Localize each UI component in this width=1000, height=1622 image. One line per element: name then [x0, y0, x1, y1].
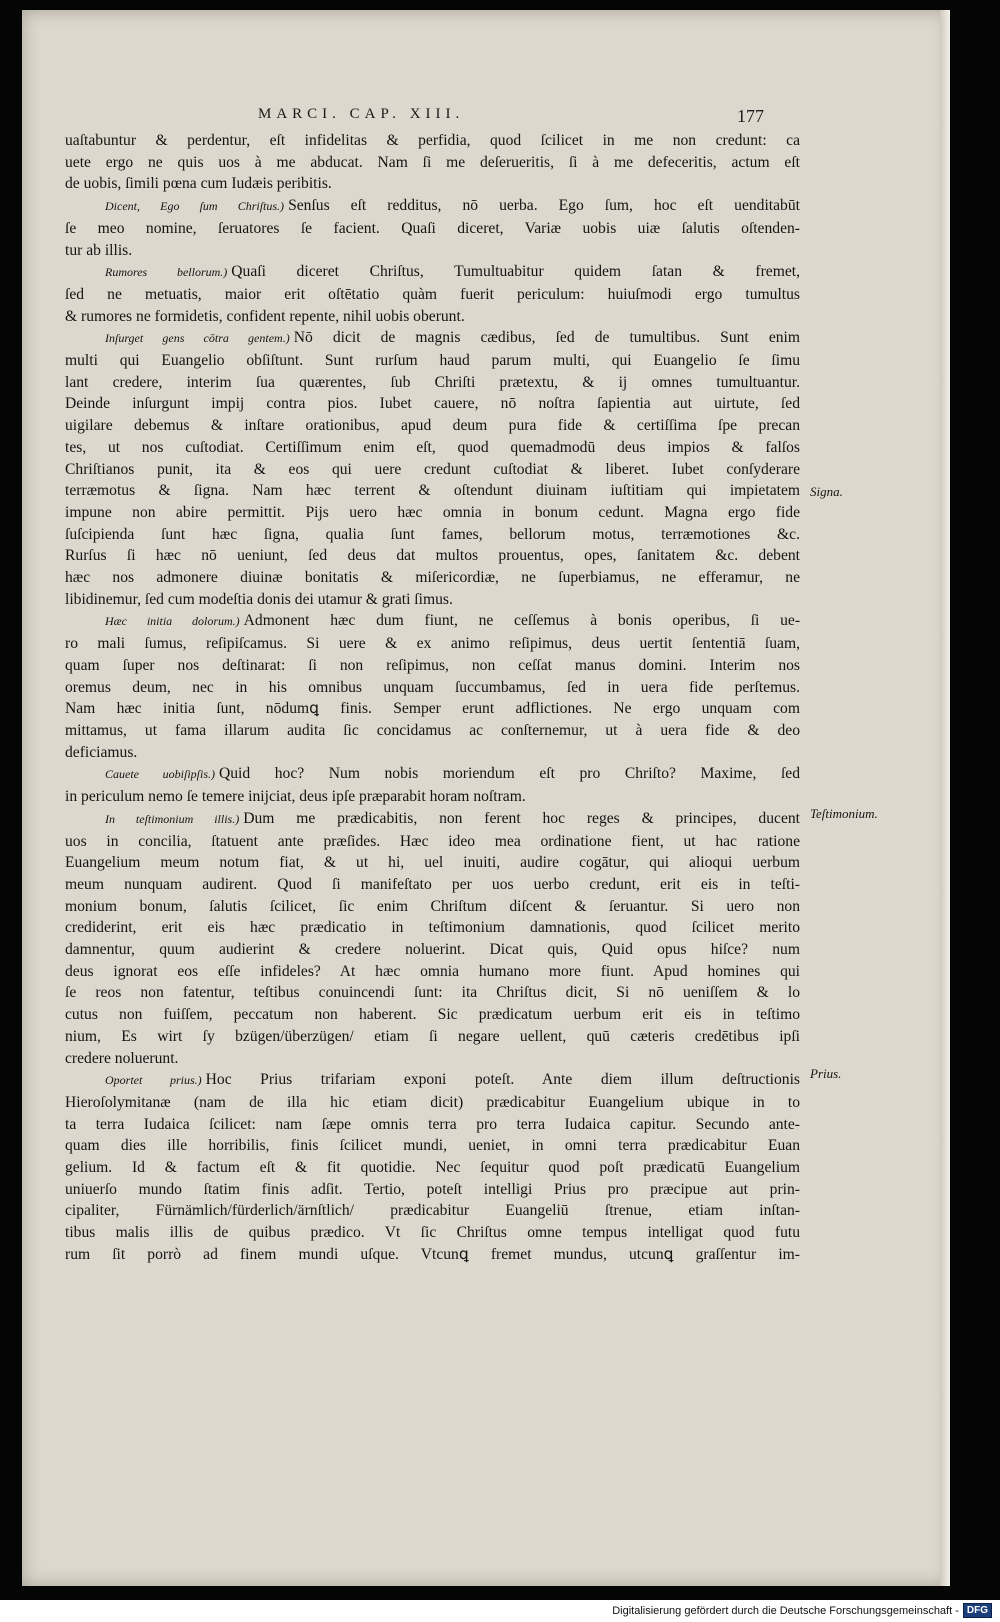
line-text: Euangelium meum notum fiat, & ut hi, uel inuiti, audire cogātur, qui alioqui uerbum — [65, 854, 800, 872]
margin-note-signa: Signa. — [810, 484, 843, 499]
line-text: nium, Es wirt ſy bzügen/überzügen/ etiam ſi negare uellent, quū cæteris credētibus ipſi — [65, 1027, 800, 1045]
line-text: damnentur, quum audierint & credere noluerint. Dicat quis, Quid opus hiſce? num — [65, 941, 800, 959]
text-line — [65, 372, 800, 394]
line-text: uigilare debemus & inſtare orationibus, apud deum pura fide & certiſſima ſpe precan — [65, 417, 800, 435]
text-line — [65, 1222, 800, 1244]
line-text: deus ignorat eos eſſe infideles? At hæc omnia humano more fiunt. Apud homines qui — [65, 962, 800, 980]
line-text: cutus non fuiſſem, peccatum non haberent. Sic prædicatum uerbum erit eis in teſtimo — [65, 1006, 800, 1024]
line-text: terræmotus & ſigna. Nam hæc terrent & oſtendunt diuinam iuſtitiam qui impietatem — [65, 482, 800, 500]
line-text: uos in concilia, ſtatuent ante præſides. Hæc ideo mea ordinatione fient, ut hac ratione — [65, 832, 800, 850]
line-text: ſe meo nomine, ſeruatores ſe facient. Quaſi diceret, Variæ uobis uiæ ſalutis oſtenden- — [65, 219, 800, 237]
line-text: tur ab illis. — [65, 241, 133, 259]
text-line — [65, 1026, 800, 1048]
text-line — [65, 896, 800, 918]
line-text: de uobis, ſimili pœna cum Iudæis peribitis. — [65, 175, 332, 193]
running-head: MARCI. CAP. XIII. — [258, 106, 465, 122]
line-text: mittamus, ut fama illarum audita ſic concidamus ac conſternemur, ut à uera fide & deo — [65, 721, 800, 739]
line-text: in periculum nemo ſe temere inijciat, deus ipſe præparabit horam noſtram. — [65, 788, 526, 806]
margin-note-testimonium: Teſtimonium. — [810, 806, 878, 821]
text-line — [65, 480, 800, 502]
dfg-logo: DFG — [963, 1603, 992, 1618]
text-line — [65, 130, 800, 152]
line-text: oremus deum, nec in his omnibus unquam ſuccumbamus, ſed in uera fide perſtemus. — [65, 678, 800, 696]
text-line — [65, 742, 800, 764]
text-line — [65, 610, 800, 633]
text-line — [65, 720, 800, 742]
text-line — [65, 545, 800, 567]
text-line — [65, 917, 800, 939]
line-text: quam ſuper nos deſtinarat: ſi non reſipimus, non ceſſat manus domini. Interim nos — [65, 656, 800, 674]
text-line — [65, 831, 800, 853]
text-line — [65, 698, 800, 720]
text-line — [65, 939, 800, 961]
text-line — [65, 306, 800, 328]
book-page — [22, 10, 950, 1586]
lemma: Hæc initia dolorum.) — [105, 614, 240, 629]
line-text: Hieroſolymitanæ (nam de illa hic etiam dicit) prædicabitur Euangelium ubique in to — [65, 1093, 800, 1111]
text-line — [65, 655, 800, 677]
line-text: monium bonum, ſalutis ſcilicet, ſic enim Chriſtum diſcent & ſeruantur. Si uero non — [65, 897, 800, 915]
line-text: ſuſcipienda ſunt hæc ſigna, qualia ſunt fames, bellorum motus, terræmotiones &c. — [65, 525, 800, 543]
line-text: ſe reos non fatentur, teſtibus conuincendi ſunt: ita Chriſtus dicit, Si nō ueniſſem & lo — [65, 984, 800, 1002]
text-line — [65, 808, 800, 831]
line-text: libidinemur, ſed cum modeſtia donis dei utamur & grati ſimus. — [65, 590, 453, 608]
line-text: uniuerſo mundo ſtatim finis adſit. Tertio, poteſt intelligi Prius pro præcipue aut prin- — [65, 1180, 800, 1198]
line-text: Deinde inſurgunt impij contra pios. Iubet cauere, nō noſtra ſapientia aut uirtute, ſed — [65, 395, 800, 413]
text-line — [65, 195, 800, 218]
text-line — [65, 677, 800, 699]
line-text: ta terra Iudaica ſcilicet: nam ſæpe omnis terra pro terra Iudaica capitur. Secundo ante- — [65, 1115, 800, 1133]
lemma: Oportet prius.) — [105, 1073, 202, 1088]
line-text: Hoc Prius trifariam exponi poteſt. Ante diem illum deſtructionis — [205, 1071, 800, 1089]
commentary-text — [65, 130, 800, 1266]
text-line — [65, 1244, 800, 1266]
margin-note-prius: Prius. — [810, 1066, 842, 1081]
line-text: tibus malis illis de quibus prædico. Vt ſic Chriſtus omne tempus intelligat quod futu — [65, 1224, 800, 1242]
text-line — [65, 567, 800, 589]
text-line — [65, 218, 800, 240]
line-text: cipaliter, Fürnämlich/fürderlich/ärnſtlich/ prædicabitur Euangeliū ſtrenue, etiam inſtan- — [65, 1202, 800, 1220]
line-text: & rumores ne formidetis, confident repente, nihil uobis oberunt. — [65, 307, 465, 325]
line-text: multi qui Euangelio obſiſtunt. Sunt rurſum haud parum multi, qui Euangelio ſe ſimu — [65, 352, 800, 370]
text-line — [65, 589, 800, 611]
line-text: ro mali ſumus, reſipiſcamus. Si uere & ex animo reſipimus, deus uertit ſententiā ſuam, — [65, 635, 800, 653]
footer-credit-text: Digitalisierung gefördert durch die Deutsche Forschungsgemeinschaft - — [612, 1604, 959, 1617]
line-text: credere noluerunt. — [65, 1049, 179, 1067]
text-line — [65, 786, 800, 808]
line-text: impune non abire permittit. Pijs uero hæc omnia in bonum cedunt. Magna ergo fide — [65, 503, 800, 521]
line-text: rum ſit porrò ad finem mundi uſque. Vtcunꝗ fremet mundus, utcunꝗ graſſentur im- — [65, 1245, 800, 1263]
text-line — [65, 350, 800, 372]
line-text: Dum me prædicabitis, non ferent hoc reges & principes, ducent — [243, 809, 800, 827]
text-line — [65, 1069, 800, 1092]
line-text: Nō dicit de magnis cædibus, ſed de tumultibus. Sunt enim — [293, 329, 800, 347]
text-line — [65, 502, 800, 524]
line-text: Senſus eſt redditus, nō uerba. Ego ſum, hoc eſt uenditabūt — [288, 197, 800, 215]
text-line — [65, 459, 800, 481]
footer-credit — [612, 1603, 992, 1618]
line-text: gelium. Id & factum eſt & fit quotidie. Nec ſequitur quod poſt prædicatū Euangelium — [65, 1159, 800, 1177]
lemma: Dicent, Ego ſum Chriſtus.) — [105, 199, 285, 214]
line-text: Quid hoc? Num nobis moriendum eſt pro Chriſto? Maxime, ſed — [219, 765, 800, 783]
page-edge — [940, 10, 950, 1586]
line-text: hæc nos admonere diuinæ bonitatis & miſericordiæ, ne ſuperbiamus, ne efferamur, ne — [65, 569, 800, 587]
text-line — [65, 1200, 800, 1222]
line-text: uaſtabuntur & perdentur, eſt infidelitas & perfidia, quod ſcilicet in me non credunt: ca — [65, 132, 800, 149]
text-line — [65, 152, 800, 174]
text-line — [65, 982, 800, 1004]
line-text: Quaſi diceret Chriſtus, Tumultuabitur quidem ſatan & fremet, — [231, 263, 800, 281]
line-text: Chriſtianos punit, ita & eos qui uere credunt cuſtodiat & liberet. Iubet conſyderare — [65, 460, 800, 478]
text-line — [65, 327, 800, 350]
lemma: In teſtimonium illis.) — [105, 811, 240, 826]
text-line — [65, 1092, 800, 1114]
page-number: 177 — [737, 106, 764, 126]
text-line — [65, 240, 800, 262]
lemma: Inſurget gens cōtra gentem.) — [105, 331, 290, 346]
text-line — [65, 874, 800, 896]
text-line — [65, 763, 800, 786]
text-line — [65, 437, 800, 459]
line-text: meum nunquam audirent. Quod ſi manifeſtato per uos uerbo credunt, erit eis in teſti- — [65, 875, 800, 893]
text-line — [65, 961, 800, 983]
text-line — [65, 393, 800, 415]
text-line — [65, 284, 800, 306]
text-line — [65, 633, 800, 655]
text-line — [65, 1004, 800, 1026]
line-text: uete ergo ne quis uos à me abducat. Nam ſi me deſerueritis, ſi à me defeceritis, actum eſt — [65, 153, 800, 171]
line-text: tes, ut nos cuſtodiat. Certiſſimum enim eſt, quod quemadmodū deus impios & falſos — [65, 438, 800, 456]
line-text: deficiamus. — [65, 743, 138, 761]
line-text: Nam hæc initia ſunt, nōdumꝗ finis. Semper erunt adflictiones. Ne ergo unquam com — [65, 700, 800, 718]
text-line — [65, 1157, 800, 1179]
text-line — [65, 852, 800, 874]
text-line — [65, 1135, 800, 1157]
text-line — [65, 1114, 800, 1136]
text-line — [65, 261, 800, 284]
line-text: crediderint, erit eis hæc prædicatio in teſtimonium damnationis, quod ſcilicet merito — [65, 919, 800, 937]
text-line — [65, 524, 800, 546]
line-text: ſed ne metuatis, maior erit oſtētatio quàm fuerit periculum: huiuſmodi ergo tumultus — [65, 285, 800, 303]
text-line — [65, 173, 800, 195]
line-text: Rurſus ſi hæc nō ueniunt, ſed deus dat multos prouentus, opes, ſanitatem &c. debent — [65, 547, 800, 565]
line-text: lant credere, interim ſua quærentes, ſub Chriſti prætextu, & ij omnes tumultuantur. — [65, 373, 800, 391]
line-text: quam dies ille horribilis, finis ſcilicet mundi, ueniet, in omni terra prædicabitur Euan — [65, 1137, 800, 1155]
text-line — [65, 415, 800, 437]
text-line — [65, 1048, 800, 1070]
line-text: Admonent hæc dum fiunt, ne ceſſemus à bonis operibus, ſi ue- — [243, 612, 800, 630]
lemma: Rumores bellorum.) — [105, 265, 228, 280]
text-line — [65, 1179, 800, 1201]
lemma: Cauete uobiſipſis.) — [105, 767, 215, 782]
